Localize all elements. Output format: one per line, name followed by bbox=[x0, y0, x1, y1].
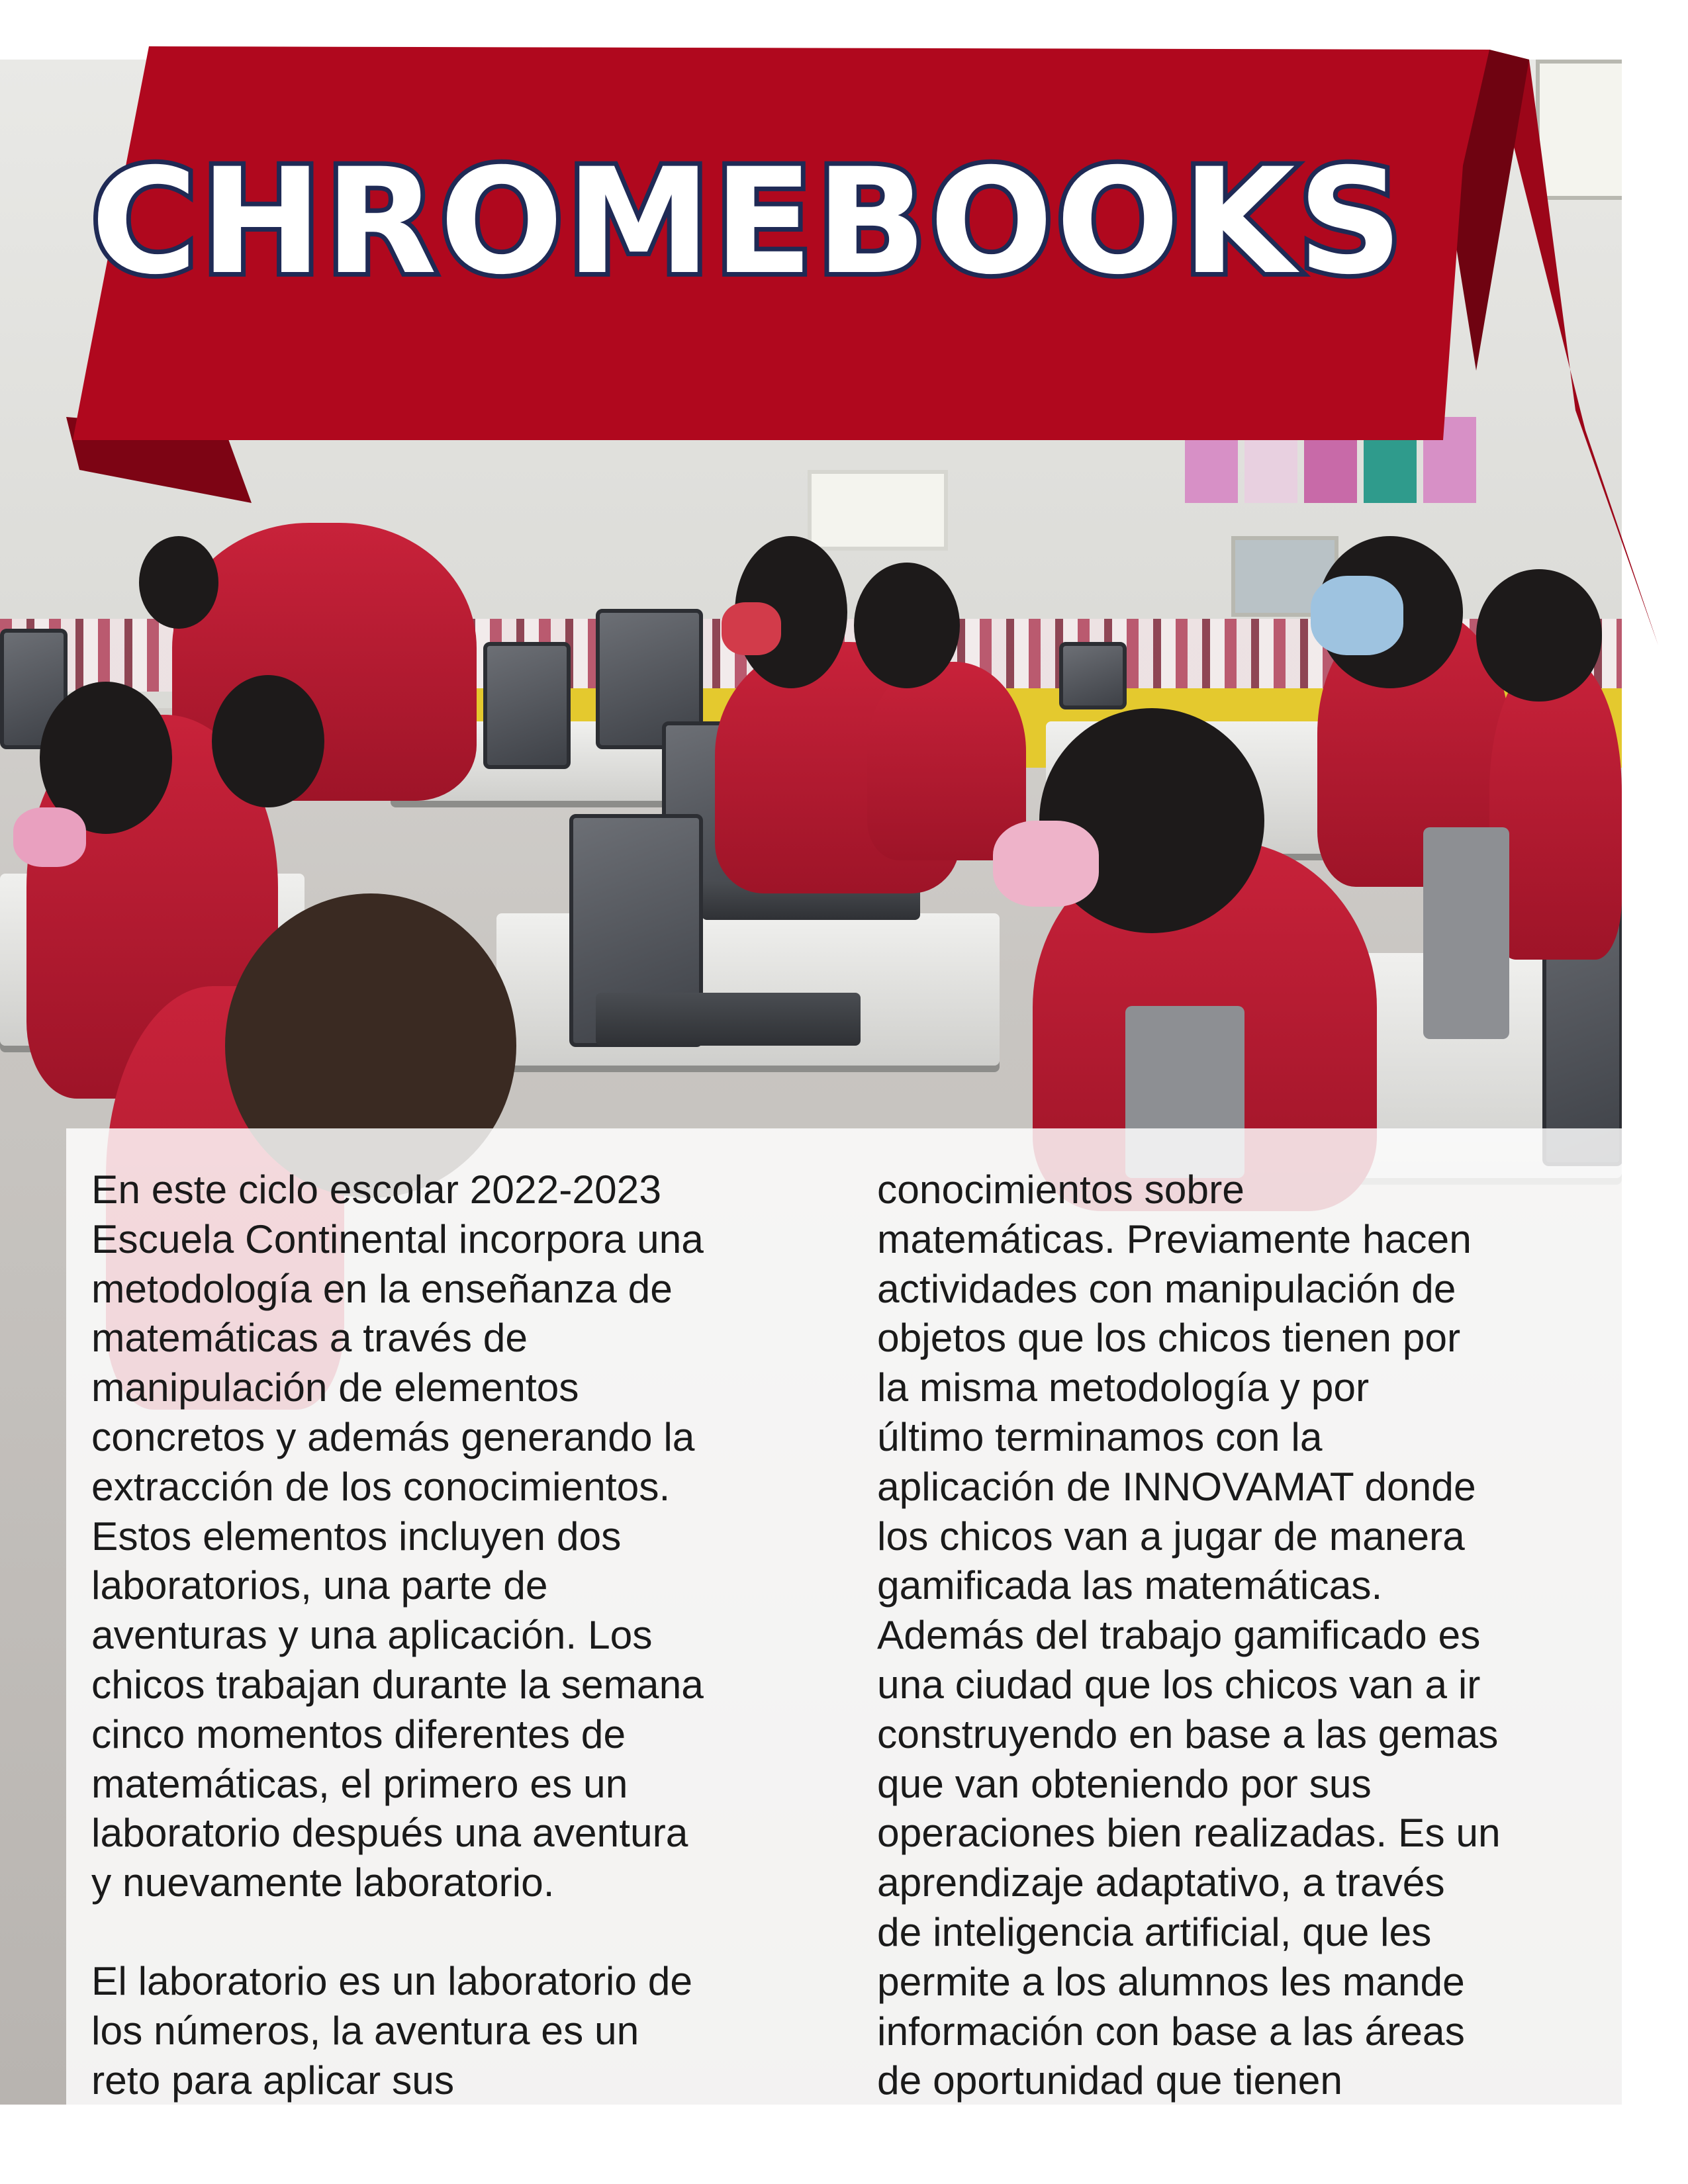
page-title: CHROMEBOOKS bbox=[91, 137, 1405, 306]
article-paragraph: conocimientos sobre matemáticas. Previamente hacen actividades con manipulación de objetos que los chicos tienen por la misma metodología y por último terminamos con la aplicación de INNOVAMAT donde los chicos van a jugar de manera gamificada las matemáticas. Además del trabajo gamificado es una ciudad que los chicos van a ir construyendo en base a las gemas que van obteniendo por sus operaciones bien realizadas. Es un aprendizaje adaptativo, a través de inteligencia artificial, que les permite a los alumnos les mande información con base a las áreas de oportunidad que tienen bbox=[877, 1167, 1501, 2103]
article-text-panel bbox=[66, 1128, 1622, 2105]
article-right-column bbox=[877, 1165, 1618, 2105]
face-mask bbox=[13, 807, 86, 867]
article-paragraph: El laboratorio es un laboratorio de los números, la aventura es un reto para aplicar sus bbox=[91, 1958, 693, 2103]
laptop-keyboard bbox=[596, 993, 861, 1046]
title-ribbon-banner bbox=[0, 0, 1688, 662]
chair bbox=[1423, 827, 1509, 1039]
article-paragraph: En este ciclo escolar 2022-2023 Escuela Continental incorpora una metodología en la enseñanza de matemáticas a través de manipulación de elementos concretos y además generando la extracción de los conocimientos. Estos elementos incluyen dos laboratorios, una parte de aventuras y una aplicación. Los chicos trabajan durante la semana cinco momentos diferentes de matemáticas, el primero es un laboratorio después una aventura y nuevamente laboratorio. bbox=[91, 1167, 704, 1905]
article-left-column bbox=[91, 1165, 833, 2105]
student-head bbox=[212, 675, 324, 807]
face-mask bbox=[993, 821, 1099, 907]
student-jacket bbox=[1489, 655, 1622, 960]
student-jacket bbox=[867, 662, 1026, 860]
